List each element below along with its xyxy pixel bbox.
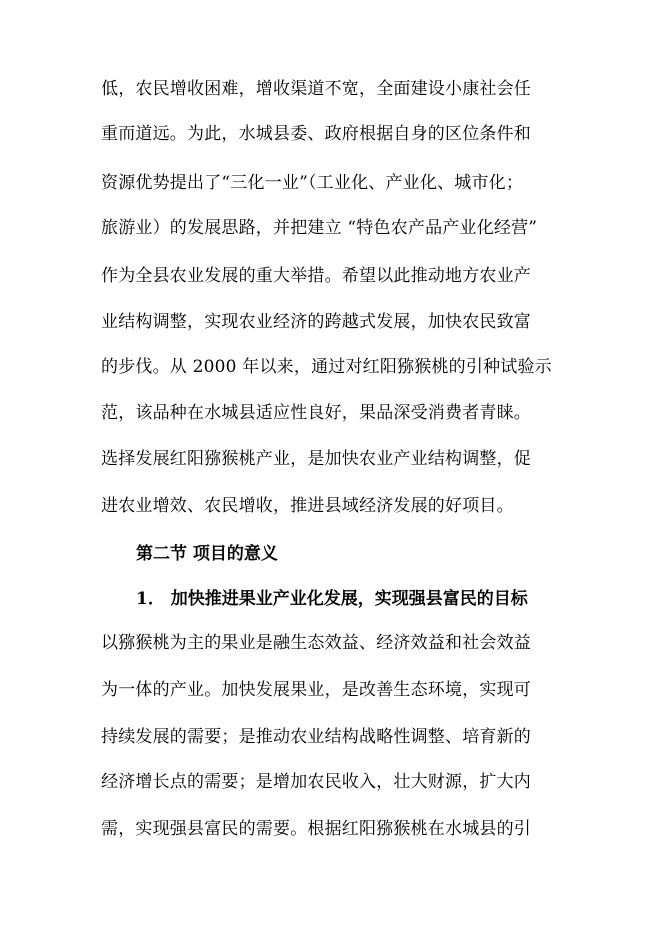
body-text-line: 为一体的产业。加快发展果业，是改善生态环境，实现可 bbox=[101, 680, 531, 700]
body-text-line: 经济增长点的需要；是增加农民收入，壮大财源，扩大内 bbox=[101, 772, 531, 792]
subsection-heading: 1． 加快推进果业产业化发展，实现强县富民的目标 bbox=[136, 589, 528, 609]
body-text-line: 需，实现强县富民的需要。根据红阳猕猴桃在水城县的引 bbox=[101, 819, 531, 839]
body-text-line: 范，该品种在水城县适应性良好，果品深受消费者青睐。 bbox=[101, 403, 531, 423]
body-text-line: 资源优势提出了“三化一业”（工业化、产业化、城市化； bbox=[101, 173, 524, 193]
body-text-line: 以猕猴桃为主的果业是融生态效益、经济效益和社会效益 bbox=[101, 633, 531, 653]
body-text-line: 持续发展的需要；是推动农业结构战略性调整、培育新的 bbox=[101, 727, 531, 747]
body-text-line: 重而道远。为此，水城县委、政府根据自身的区位条件和 bbox=[101, 124, 531, 144]
body-text-line: 旅游业）的发展思路，并把建立 “特色农产品产业化经营” bbox=[101, 218, 538, 238]
section-heading: 第二节 项目的意义 bbox=[136, 544, 278, 564]
body-text-line: 低，农民增收困难，增收渠道不宽，全面建设小康社会任 bbox=[101, 79, 531, 99]
body-text-line: 选择发展红阳猕猴桃产业，是加快农业产业结构调整，促 bbox=[101, 449, 531, 469]
body-text-line: 的步伐。从 2000 年以来，通过对红阳猕猴桃的引种试验示 bbox=[101, 357, 552, 377]
body-text-line: 作为全县农业发展的重大举措。希望以此推动地方农业产 bbox=[101, 266, 531, 286]
body-text-line: 进农业增效、农民增收，推进县域经济发展的好项目。 bbox=[101, 496, 514, 516]
body-text-line: 业结构调整，实现农业经济的跨越式发展，加快农民致富 bbox=[101, 312, 531, 332]
